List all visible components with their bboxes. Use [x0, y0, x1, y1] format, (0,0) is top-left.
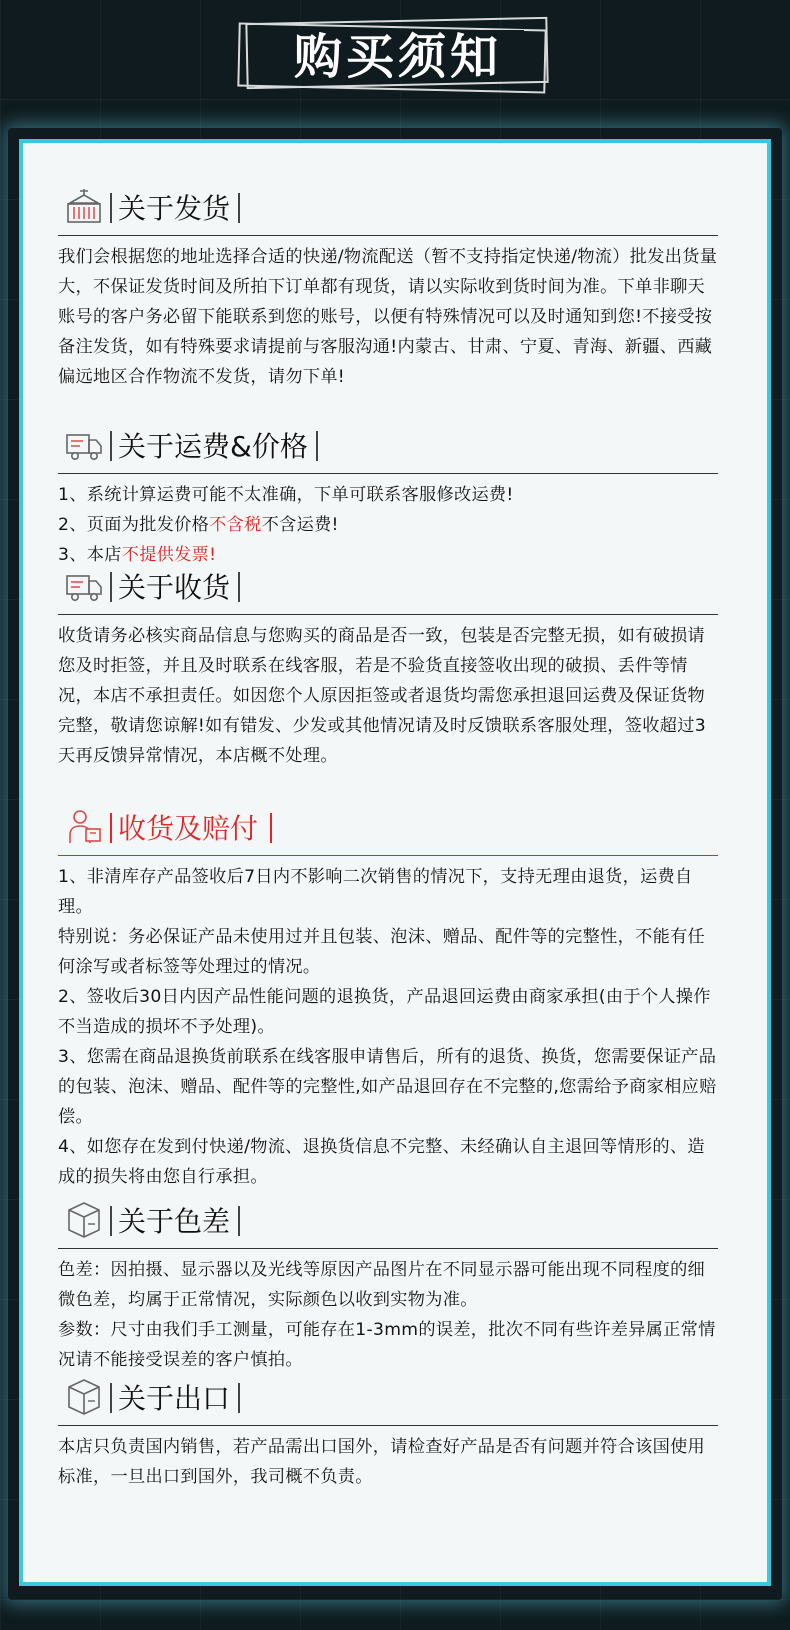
- section-title: 关于收货: [118, 571, 231, 604]
- section-compensation: [58, 803, 718, 1192]
- section-shipping: [58, 183, 718, 392]
- section-body: [58, 236, 718, 392]
- title-divider: [238, 193, 240, 223]
- title-divider: [110, 1383, 112, 1413]
- section-body: [58, 856, 718, 1192]
- page-title: 购买须知: [293, 29, 502, 85]
- section-receiving: [58, 562, 718, 771]
- paragraph: 1、非清库存产品签收后7日内不影响二次销售的情况下，支持无理由退货，运费自理。: [58, 867, 693, 917]
- paragraph: 参数：尺寸由我们手工测量，可能存在1-3mm的误差，批次不同有些许差异属正常情况请不能接受误差的客户慎拍。: [58, 1320, 716, 1370]
- paragraph: 4、如您存在发到付快递/物流、退换货信息不完整、未经确认自主退回等情形的、造成的损失将由您自行承担。: [58, 1137, 705, 1187]
- section-header: [58, 1373, 718, 1426]
- section-title: 关于出口: [118, 1382, 231, 1415]
- paragraph: 收货请务必核实商品信息与您购买的商品是否一致，包装是否完整无损，如有破损请您及时拒签，并且及时联系在线客服，若是不验货直接签收出现的破损、丢件等情况，本店不承担责任。如因您个人原因拒签或者退货均需您承担退回运费及保证货物完整，敬请您谅解!如有错发、少发或其他情况请及时反馈联系客服处理，签收超过3天再反馈异常情况，本店概不处理。: [58, 626, 706, 766]
- shipping-container-icon: [64, 187, 104, 227]
- title-divider: [238, 572, 240, 602]
- section-body: [58, 615, 718, 771]
- section-body: [58, 1249, 718, 1375]
- list-item: [58, 510, 718, 540]
- section-color-difference: [58, 1196, 718, 1375]
- section-header: [58, 1196, 718, 1249]
- highlight-text: 不含税: [209, 515, 262, 535]
- delivery-truck-icon: [64, 425, 104, 465]
- title-divider: [238, 1206, 240, 1236]
- section-body: [58, 1426, 718, 1492]
- delivery-truck-icon: [64, 566, 104, 606]
- section-shipping-price: [58, 421, 718, 570]
- section-title: 关于色差: [118, 1205, 231, 1238]
- section-export: [58, 1373, 718, 1492]
- paragraph: 2、签收后30日内因产品性能问题的退换货，产品退回运费由商家承担(由于个人操作不当造成的损坏不予处理)。: [58, 987, 711, 1037]
- title-divider: [110, 431, 112, 461]
- header-banner: [238, 14, 558, 92]
- section-body: [58, 474, 718, 570]
- title-divider: [316, 431, 318, 461]
- section-header: [58, 803, 718, 856]
- list-item: 1、系统计算运费可能不太准确，下单可联系客服修改运费!: [58, 485, 514, 505]
- box-icon: [64, 1377, 104, 1417]
- title-divider: [238, 1383, 240, 1413]
- highlight-text: 不提供发票!: [121, 545, 217, 565]
- title-divider: [110, 193, 112, 223]
- section-title: 关于发货: [118, 192, 231, 225]
- section-header: [58, 183, 718, 236]
- section-header: [58, 562, 718, 615]
- section-title: 收货及赔付: [118, 812, 259, 845]
- title-divider: [110, 572, 112, 602]
- paragraph: 3、您需在商品退换货前联系在线客服申请售后，所有的退货、换货，您需要保证产品的包装、泡沫、赠品、配件等的完整性,如产品退回存在不完整的,您需给予商家相应赔偿。: [58, 1047, 717, 1127]
- title-divider: [270, 813, 272, 843]
- section-title: 关于运费&价格: [118, 430, 308, 463]
- list-item-text: 2、页面为批发价格: [58, 515, 210, 535]
- courier-person-icon: [64, 807, 104, 847]
- paragraph: 我们会根据您的地址选择合适的快递/物流配送（暂不支持指定快递/物流）批发出货量大，不保证发货时间及所拍下订单都有现货，请以实际收到货时间为准。下单非聊天账号的客户务必留下能联系到您的账号，以便有特殊情况可以及时通知到您!不接受按备注发货，如有特殊要求请提前与客服沟通!内蒙古、甘肃、宁夏、青海、新疆、西藏偏远地区合作物流不发货，请勿下单!: [58, 247, 718, 387]
- section-header: [58, 421, 718, 474]
- paragraph: 色差：因拍摄、显示器以及光线等原因产品图片在不同显示器可能出现不同程度的细微色差，均属于正常情况，实际颜色以收到实物为准。: [58, 1260, 706, 1310]
- paragraph: 特别说：务必保证产品未使用过并且包装、泡沫、赠品、配件等的完整性，不能有任何涂写或者标签等处理过的情况。: [58, 927, 706, 977]
- paragraph: 本店只负责国内销售，若产品需出口国外，请检查好产品是否有问题并符合该国使用标准，一旦出口到国外，我司概不负责。: [58, 1437, 706, 1487]
- box-icon: [64, 1200, 104, 1240]
- title-divider: [110, 813, 112, 843]
- title-divider: [110, 1206, 112, 1236]
- list-item-text: 不含运费!: [261, 515, 339, 535]
- list-item-text: 3、本店: [58, 545, 122, 565]
